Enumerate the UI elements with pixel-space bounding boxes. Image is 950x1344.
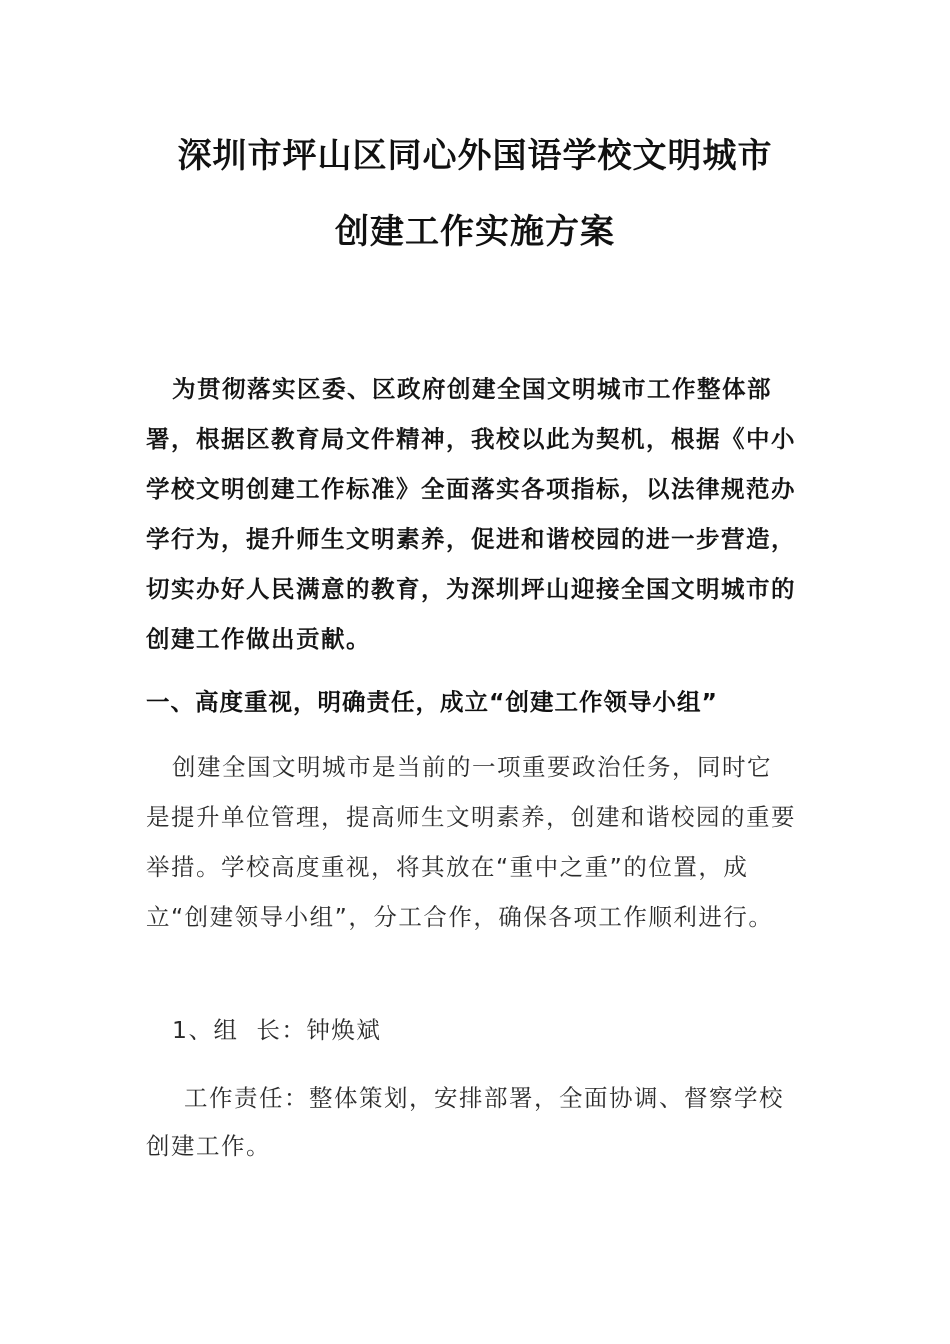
document-title-line2: 创建工作实施方案 — [335, 212, 615, 252]
intro-paragraph: 为贯彻落实区委、区政府创建全国文明城市工作整体部署，根据区教育局文件精神，我校以此为契机，根据《中小学校文明创建工作标准》全面落实各项指标，以法律规范办学行为，提升师生文明素养，促进和谐校园的进一步营造，切实办好人民满意的教育，为深圳坪山迎接全国文明城市的创建工作做出贡献。 — [146, 375, 796, 653]
section-heading-1: 一、高度重视，明确责任，成立“创建工作领导小组” — [146, 688, 718, 716]
group-leader-item: 1、组 长：钟焕斌 — [172, 1016, 382, 1044]
document-title-line1: 深圳市坪山区同心外国语学校文明城市 — [177, 136, 773, 176]
group-leader-duty: 工作责任：整体策划，安排部署，全面协调、督察学校创建工作。 — [146, 1084, 784, 1160]
section1-paragraph: 创建全国文明城市是当前的一项重要政治任务，同时它是提升单位管理，提高师生文明素养，创建和谐校园的重要举措。学校高度重视，将其放在“重中之重”的位置，成立“创建领导小组”，分工合作，确保各项工作顺利进行。 — [146, 753, 796, 931]
